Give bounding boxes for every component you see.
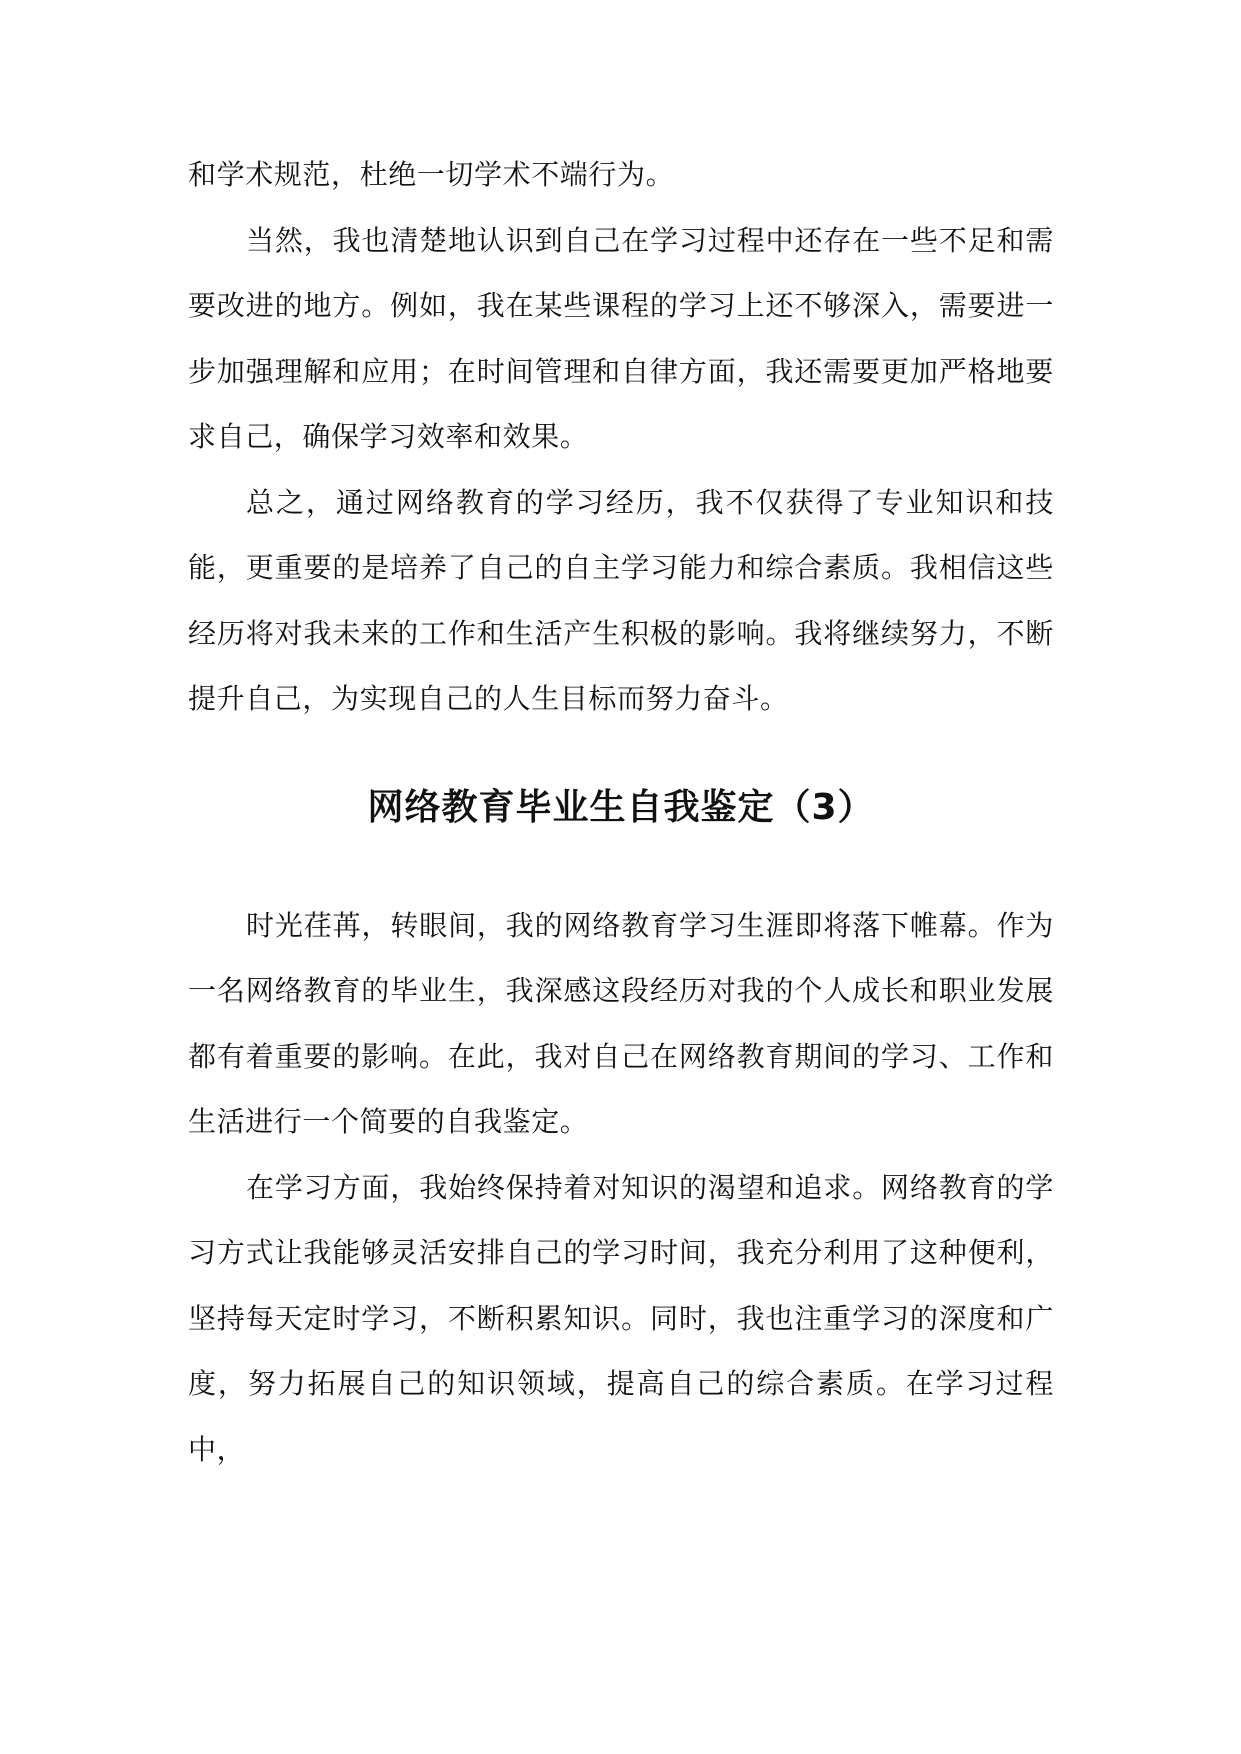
paragraph-study: 在学习方面，我始终保持着对知识的渴望和追求。网络教育的学习方式让我能够灵活安排自己的学习时间，我充分利用了这种便利，坚持每天定时学习，不断积累知识。同时，我也注重学习的深度和广度，努力拓展自己的知识领域，提高自己的综合素质。在学习过程中， [188,1170,1054,1466]
section-title: 网络教育毕业生自我鉴定（3） [367,786,875,828]
document-body [188,142,1054,1482]
paragraph-conclusion: 总之，通过网络教育的学习经历，我不仅获得了专业知识和技能，更重要的是培养了自己的自主学习能力和综合素质。我相信这些经历将对我未来的工作和生活产生积极的影响。我将继续努力，不断提升自己，为实现自己的人生目标而努力奋斗。 [188,485,1054,715]
paragraph-shortcomings: 当然，我也清楚地认识到自己在学习过程中还存在一些不足和需要改进的地方。例如，我在某些课程的学习上还不够深入，需要进一步加强理解和应用；在时间管理和自律方面，我还需要更加严格地要求自己，确保学习效率和效果。 [188,223,1054,453]
paragraph-intro: 时光荏苒，转眼间，我的网络教育学习生涯即将落下帷幕。作为一名网络教育的毕业生，我深感这段经历对我的个人成长和职业发展都有着重要的影响。在此，我对自己在网络教育期间的学习、工作和生活进行一个简要的自我鉴定。 [188,908,1054,1138]
paragraph-continuation: 和学术规范，杜绝一切学术不端行为。 [188,158,675,191]
